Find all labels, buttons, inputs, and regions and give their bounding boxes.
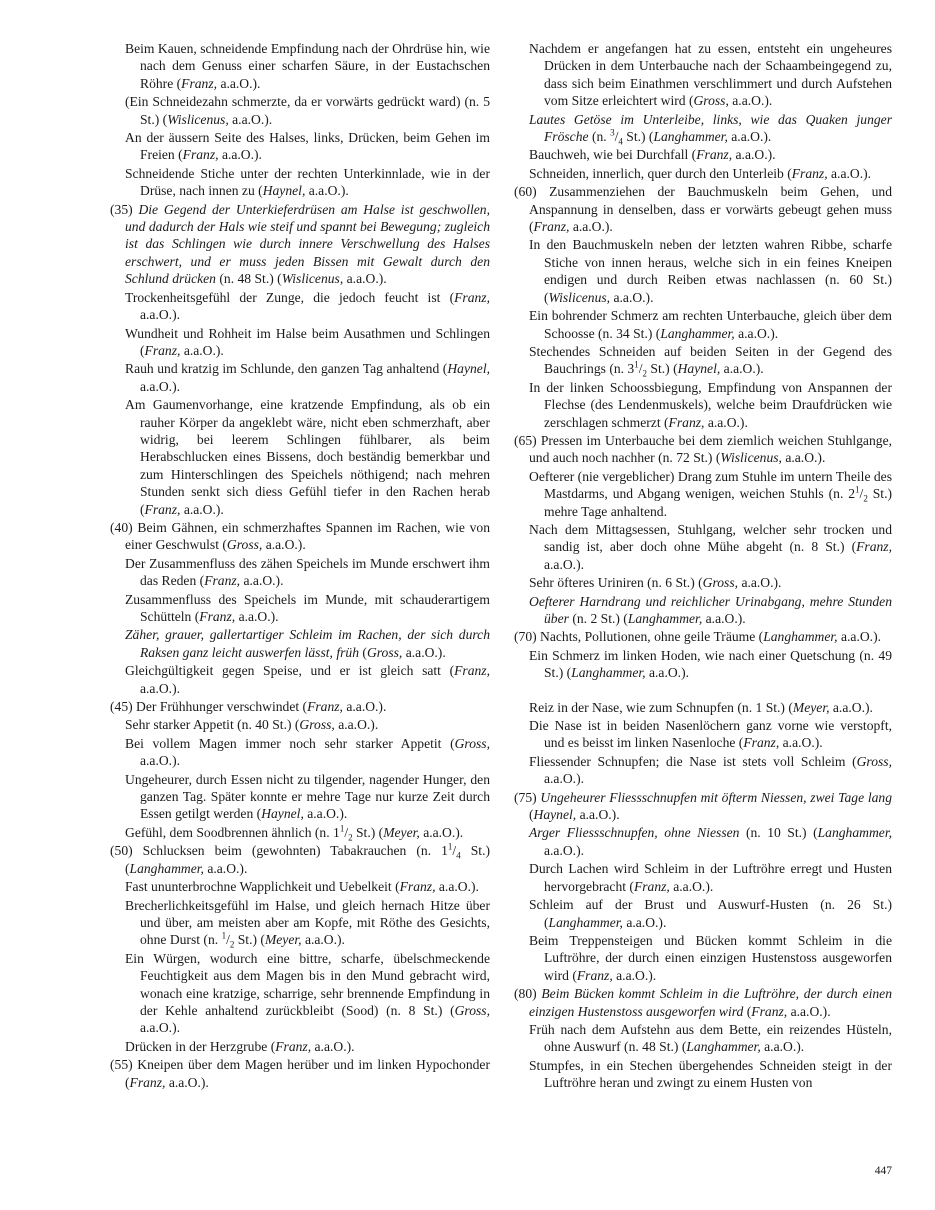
symptom-entry: An der äussern Seite des Halses, links, Drücken, beim Gehen im Freien (Franz, a.a.O.). [125,130,490,163]
numbered-symptom-50: (50) Schlucksen beim (gewohnten) Tabakrauchen (n. $1^1/_4$ St.) (Langhammer, a.a.O.). [110,841,490,876]
symptom-entry: Durch Lachen wird Schleim in der Luftröhre erregt und Husten hervorgebracht (Franz, a.a.O.). [529,861,892,894]
symptom-entry: Schleim auf der Brust und Auswurf-Husten (n. 26 St.) (Langhammer, a.a.O.). [529,897,892,930]
symptom-entry: Ungeheurer, durch Essen nicht zu tilgender, nagender Hunger, den ganzen Tag. Später konnte er mehre Tage nur kurze Zeit durch Essen getilgt werden (Haynel, a.a.O.). [125,771,490,822]
symptom-entry: In der linken Schoossbiegung, Empfindung von Anspannen der Flechse (des Lendenmuskels), welche beim Draufdrücken wie zerschlagen schmerzt (Franz, a.a.O.). [529,379,892,430]
symptom-entry: Zusammenfluss des Speichels im Munde, mit schauderartigem Schütteln (Franz, a.a.O.). [125,591,490,624]
numbered-symptom-40: (40) Beim Gähnen, ein schmerzhaftes Spannen im Rachen, wie von einer Geschwulst (Gross, a.a.O.). [110,519,490,553]
numbered-symptom-75: (75) Ungeheurer Fliessschnupfen mit öfterm Niessen, zwei Tage lang (Haynel, a.a.O.). [514,789,892,823]
symptom-entry: Trockenheitsgefühl der Zunge, die jedoch feucht ist (Franz, a.a.O.). [125,289,490,323]
symptom-entry: Fliessender Schnupfen; die Nase ist stets voll Schleim (Gross, a.a.O.). [529,753,892,787]
symptom-entry: Stechendes Schneiden auf beiden Seiten in der Gegend des Bauchrings (n. $3^1/_2$ St.) (Haynel, a.a.O.). [529,343,892,380]
page-number: 447 [874,1165,892,1177]
symptom-entry: Lautes Getöse im Unterleibe, links, wie das Quaken junger Frösche (n. $^3/_4$ St.) (Langhammer, a.a.O.). [529,111,892,147]
symptom-entry: Reiz in der Nase, wie zum Schnupfen (n. 1 St.) (Meyer, a.a.O.). [529,699,873,715]
symptom-entry: Brecherlichkeitsgefühl im Halse, und gleich hernach Hitze über und über, am meisten aber am Kopfe, mit Röthe des Gesichts, ohne Durst (n. $^1/_2$ St.) (Meyer, a.a.O.). [125,897,490,951]
right-column [514,40,892,1093]
symptom-entry: Gefühl, dem Soodbrennen ähnlich (n. $1^1/_2$ St.) (Meyer, a.a.O.). [125,823,464,843]
section-gap [514,683,892,699]
numbered-symptom-65: (65) Pressen im Unterbauche bei dem ziemlich weichen Stuhlgange, und auch noch nachher (n. 72 St.) (Wislicenus, a.a.O.). [514,432,892,466]
symptom-entry: Bauchweh, wie bei Durchfall (Franz, a.a.O.). [529,147,776,163]
symptom-entry: Früh nach dem Aufstehn aus dem Bette, ein reizendes Hüsteln, ohne Auswurf (n. 48 St.) (Langhammer, a.a.O.). [529,1021,892,1055]
left-column [110,40,490,1092]
symptom-entry: Die Nase ist in beiden Nasenlöchern ganz vorne wie verstopft, und es beisst im linken Nasenloche (Franz, a.a.O.). [529,718,892,751]
symptom-entry: Oefterer Harndrang und reichlicher Urinabgang, mehre Stunden über (n. 2 St.) (Langhammer, a.a.O.). [529,593,892,626]
numbered-symptom-55: (55) Kneipen über dem Magen herüber und im linken Hypochonder (Franz, a.a.O.). [110,1057,490,1090]
symptom-entry: Am Gaumenvorhange, eine kratzende Empfindung, als ob ein rauher Körper da angeklebt wäre, nicht eben schmerzhaft, aber widrig, bei leerem Schlingen fühlbarer, als beim Herabschlucken eines Bissens, doch beständig bemerkbar und zum Hinterschlingen des Speichels nöthigend; nach mehren Stunden senkt sich diess Gefühl tiefer in den Rachen herab (Franz, a.a.O.). [125,397,490,517]
numbered-symptom-70: (70) Nachts, Pollutionen, ohne geile Träume (Langhammer, a.a.O.). [514,629,881,645]
symptom-entry: Schneiden, innerlich, quer durch den Unterleib (Franz, a.a.O.). [529,165,872,181]
symptom-entry: In den Bauchmuskeln neben der letzten wahren Ribbe, scharfe Stiche von innen heraus, welche sich in ein feines Kneipen endigen und durch Reiben etwas nachlassen (n. 60 St.) (Wislicenus, a.a.O.). [529,237,892,305]
symptom-entry: Rauh und kratzig im Schlunde, den ganzen Tag anhaltend (Haynel, a.a.O.). [125,361,490,394]
symptom-entry: Ein Würgen, wodurch eine bittre, scharfe, übelschmeckende Feuchtigkeit aus dem Magen bis in den Mund gebracht wird, wonach eine kratzige, scharrige, sehr brennende Empfindung in der Kehle anhaltend zurückbleibt (Sood) (n. 8 St.) (Gross, a.a.O.). [125,950,490,1036]
numbered-symptom-35: (35) Die Gegend der Unterkieferdrüsen am Halse ist geschwollen, und dadurch der Hals wie steif und spannt bei Bewegung; zugleich ist das Schlingen wie durch innere Verschwellung des Halses erschwert, und er muss jeden Bissen mit Gewalt durch den Schlund drücken (n. 48 St.) (Wislicenus, a.a.O.). [110,201,490,287]
symptom-entry: Beim Treppensteigen und Bücken kommt Schleim in die Luftröhre, der durch einen einzigen Hustenstoss ausgeworfen wird (Franz, a.a.O.). [529,932,892,983]
symptom-entry: Wundheit und Rohheit im Halse beim Ausathmen und Schlingen (Franz, a.a.O.). [125,325,490,358]
symptom-entry: (Ein Schneidezahn schmerzte, da er vorwärts gedrückt ward) (n. 5 St.) (Wislicenus, a.a.O.). [125,94,490,127]
symptom-entry: Zäher, grauer, gallertartiger Schleim im Rachen, der sich durch Raksen ganz leicht auswerfen lässt, früh (Gross, a.a.O.). [125,627,490,660]
symptom-entry: Beim Kauen, schneidende Empfindung nach der Ohrdrüse hin, wie nach dem Genuss einer scharfen Säure, in der Eustachschen Röhre (Franz, a.a.O.). [125,41,490,91]
symptom-entry: Drücken in der Herzgrube (Franz, a.a.O.). [125,1038,355,1054]
numbered-symptom-45: (45) Der Frühhunger verschwindet (Franz, a.a.O.). [110,699,387,715]
symptom-entry: Der Zusammenfluss des zähen Speichels im Munde erschwert ihm das Reden (Franz, a.a.O.). [125,555,490,589]
symptom-entry: Ein Schmerz im linken Hoden, wie nach einer Quetschung (n. 49 St.) (Langhammer, a.a.O.). [529,647,892,681]
symptom-entry: Gleichgültigkeit gegen Speise, und er ist gleich satt (Franz, a.a.O.). [125,663,490,696]
numbered-symptom-60: (60) Zusammenziehen der Bauchmuskeln beim Gehen, und Anspannung in denselben, dass er vorwärts gebeugt gehen muss (Franz, a.a.O.). [514,184,892,235]
symptom-entry: Nachdem er angefangen hat zu essen, entsteht ein ungeheures Drücken in dem Unterbauche nach der Schaambeingegend zu, dass sich beim Einathmen verschlimmert und durch Aufstehen vom Sitze erleichtert wird (Gross, a.a.O.). [529,41,892,109]
symptom-entry: Stumpfes, in ein Stechen übergehendes Schneiden steigt in der Luftröhre heran und zwingt zu einem Husten von [529,1057,892,1091]
symptom-entry: Schneidende Stiche unter der rechten Unterkinnlade, wie in der Drüse, nach innen zu (Haynel, a.a.O.). [125,165,490,199]
symptom-entry: Oefterer (nie vergeblicher) Drang zum Stuhle im untern Theile des Mastdarms, und Abgang wenigen, weichen Stuhls (n. $2^1/_2$ St.) mehre Tage anhaltend. [529,468,892,519]
symptom-entry: Sehr starker Appetit (n. 40 St.) (Gross, a.a.O.). [125,717,379,733]
symptom-entry: Nach dem Mittagsessen, Stuhlgang, welcher sehr trocken und sandig ist, aber doch ohne Mühe abgeht (n. 8 St.) (Franz, a.a.O.). [529,521,892,572]
symptom-entry: Sehr öfteres Uriniren (n. 6 St.) (Gross, a.a.O.). [529,575,782,591]
numbered-symptom-80: (80) Beim Bücken kommt Schleim in die Luftröhre, der durch einen einzigen Hustenstoss ausgeworfen wird (Franz, a.a.O.). [514,986,893,1019]
symptom-entry: Fast ununterbrochne Wapplichkeit und Uebelkeit (Franz, a.a.O.). [125,879,479,895]
symptom-entry: Arger Fliessschnupfen, ohne Niessen (n. 10 St.) (Langhammer, a.a.O.). [529,825,893,858]
symptom-entry: Ein bohrender Schmerz am rechten Unterbauche, gleich über dem Schoosse (n. 34 St.) (Langhammer, a.a.O.). [529,308,892,341]
symptom-entry: Bei vollem Magen immer noch sehr starker Appetit (Gross, a.a.O.). [125,735,490,769]
